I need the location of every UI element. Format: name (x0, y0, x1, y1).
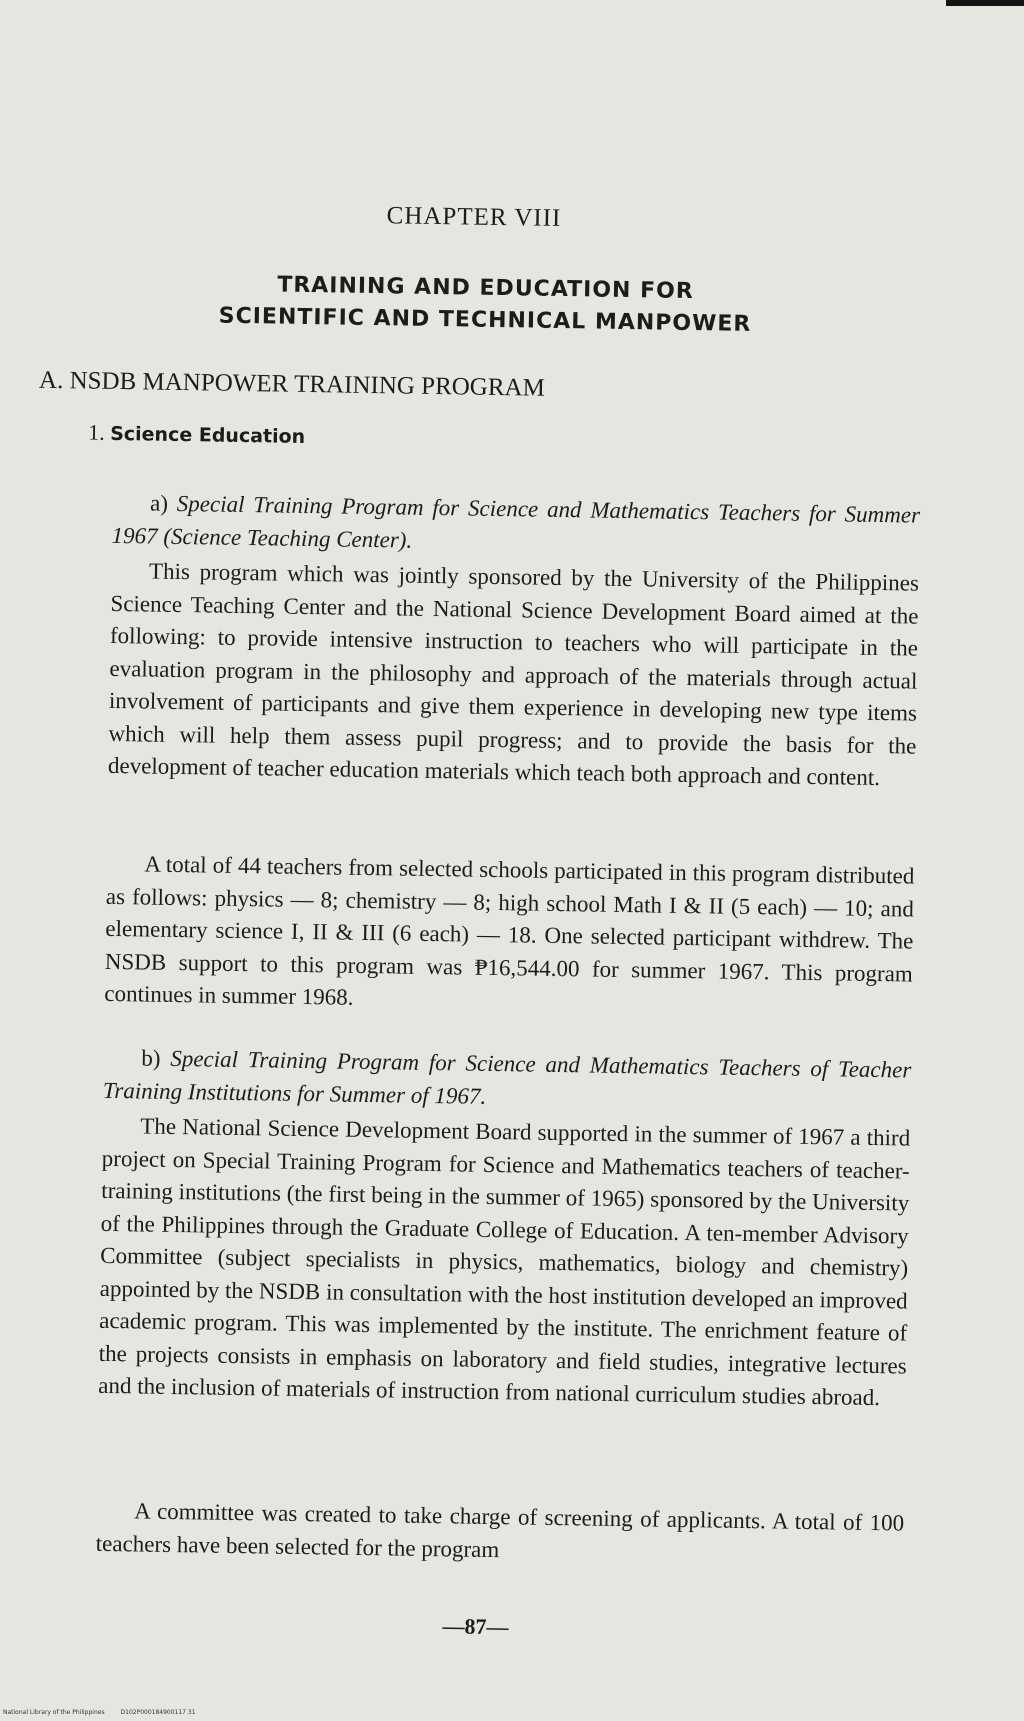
paragraph-1: This program which was jointly sponsored by the University of the Philippines Science Teaching Center and the National Science Development Board aimed at the following: to provide intensive instruction to teachers who will participate in the evaluation program in the philosophy and approach of the materials through actual involvement of participants and give them experience in developing new type items which will help them assess pupil progress; and to provide the basis for the development of teacher education materials which teach both approach and content. (107, 558, 920, 791)
subsection-title: Science Education (110, 422, 306, 448)
paragraph-3: The National Science Development Board supported in the summer of 1967 a third project on Special Training Program for Science and Mathematics teachers of teacher-training institutions (the first being in the summer of 1965) sponsored by the University of the Philippines through the Graduate College of Education. A ten-member Advisory Committee (subject specialists in physics, mathematics, biology and chemistry) appointed by the NSDB in consultation with the host institution developed an improved academic program. This was implemented by the institute. The enrichment feature of the projects consists in emphasis on laboratory and field studies, integrative lectures and the inclusion of materials of instruction from national curriculum studies abroad. (98, 1113, 911, 1411)
item-b-text: Special Training Program for Science and Mathematics Teachers of Teacher Training Institutions for Summer of 1967. (102, 1045, 912, 1109)
paragraph-2: A total of 44 teachers from selected schools participated in this program distributed as follows: physics — 8; chemistry — 8; high school Math I & II (5 each) — 10; and elementary science I, II & III (6 each) — 18. One selected participant withdrew. The NSDB support to this program was ₱16,544.00 for summer 1967. This program continues in summer 1968. (104, 851, 915, 1010)
page-content (38, 0, 932, 1640)
section-a-heading: A. NSDB MANPOWER TRAINING PROGRAM (38, 366, 546, 402)
item-a-text: Special Training Program for Science and Mathematics Teachers for Summer 1967 (Science Teaching Center). (111, 490, 921, 553)
subsection-1-heading (88, 420, 305, 449)
item-a-label: a) (149, 490, 169, 516)
chapter-heading: CHAPTER VIII (386, 202, 562, 232)
footer-code: D102P000184900117 31 (120, 1709, 196, 1716)
item-b-label: b) (141, 1045, 161, 1071)
page-number: —87— (442, 1613, 509, 1640)
footer-library: National Library of the Philippines (3, 1709, 105, 1716)
subsection-number: 1. (88, 419, 105, 445)
scan-footer (3, 1709, 196, 1716)
item-a-heading (111, 487, 920, 565)
chapter-title-line-1: TRAINING AND EDUCATION FOR (277, 272, 694, 305)
scan-edge-mark (946, 0, 1024, 6)
item-b-heading (103, 1042, 912, 1120)
chapter-title-line-2: SCIENTIFIC AND TECHNICAL MANPOWER (218, 303, 752, 337)
paragraph-4: A committee was created to take charge of screening of applicants. A total of 100 teachers have been selected for the program (95, 1498, 905, 1562)
